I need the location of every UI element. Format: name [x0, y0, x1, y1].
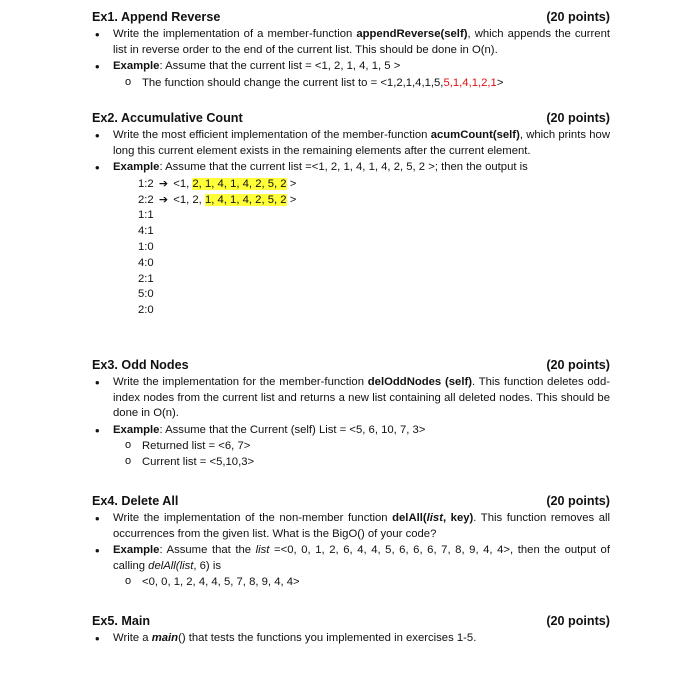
- exercise-5: [92, 613, 610, 648]
- exercise-1-title: Ex1. Append Reverse: [92, 10, 221, 24]
- exercise-5-title: Ex5. Main: [92, 614, 151, 628]
- exercise-4-header: [92, 493, 610, 510]
- exercise-2: [92, 110, 610, 319]
- exercise-4-task: • Write the implementation of the non-member function delAll(list, key). This function removes all occurrences from the given list. What is the BigO() of your code?: [95, 511, 610, 540]
- exercise-2-example: • Example: Assume that the current list =<1, 2, 1, 4, 1, 4, 2, 5, 2 >; then the output is: [95, 160, 528, 176]
- exercise-3: [92, 357, 610, 471]
- output-row: 4:0: [138, 256, 154, 269]
- exercise-4-points: (20 points): [546, 494, 610, 508]
- output-row: 1:1: [138, 209, 154, 222]
- exercise-2-title: Ex2. Accumulative Count: [92, 111, 243, 125]
- exercise-2-header: [92, 110, 610, 127]
- exercise-1-points: (20 points): [546, 10, 610, 24]
- output-row: 5:0: [138, 288, 154, 301]
- exercise-4-title: Ex4. Delete All: [92, 494, 179, 508]
- exercise-4-example: • Example: Assume that the list =<0, 0, 1, 2, 6, 4, 4, 5, 6, 6, 6, 7, 8, 9, 4, 4>, then the output of calling delAll(list, 6) is: [95, 543, 610, 572]
- exercise-3-header: [92, 357, 610, 374]
- exercise-5-task: • Write a main() that tests the functions you implemented in exercises 1-5.: [95, 631, 477, 646]
- exercise-3-title: Ex3. Odd Nodes: [92, 358, 189, 372]
- exercise-2-task: • Write the most efficient implementation of the member-function acumCount(self), which prints how long this current element exists in the remaining elements after the current element.: [95, 128, 610, 157]
- exercise-4-output: o <0, 0, 1, 2, 4, 4, 5, 7, 8, 9, 4, 4>: [125, 575, 300, 589]
- output-row: 2:0: [138, 304, 154, 317]
- output-row: 2:2 ➔ <1, 2, 1, 4, 1, 4, 2, 5, 2 >: [138, 193, 297, 206]
- exercise-3-points: (20 points): [546, 358, 610, 372]
- arrow-icon: ➔: [158, 177, 169, 190]
- exercise-1-task: • Write the implementation of a member-function appendReverse(self), which appends the current list in reverse order to the end of the current list. This should be done in O(n).: [95, 27, 610, 56]
- exercise-1: [92, 9, 610, 91]
- exercise-5-points: (20 points): [546, 614, 610, 628]
- exercise-3-current: o Current list = <5,10,3>: [125, 454, 255, 468]
- output-row: 1:0: [138, 240, 154, 253]
- exercise-4: [92, 493, 610, 591]
- exercise-2-points: (20 points): [546, 111, 610, 125]
- exercise-5-header: [92, 613, 610, 630]
- exercise-2-output-table: [138, 177, 610, 319]
- exercise-1-header: [92, 9, 610, 26]
- exercise-3-returned: o Returned list = <6, 7>: [125, 439, 251, 453]
- exercise-1-expected: o The function should change the current list to = <1,2,1,4,1,5,5,1,4,1,2,1>: [125, 75, 504, 89]
- exercise-1-example: • Example: Assume that the current list = <1, 2, 1, 4, 1, 5 >: [95, 59, 401, 75]
- output-row: 2:1: [138, 272, 154, 285]
- arrow-icon: ➔: [158, 193, 169, 206]
- exercise-3-example: • Example: Assume that the Current (self) List = <5, 6, 10, 7, 3>: [95, 422, 426, 438]
- exercise-3-task: • Write the implementation for the member-function delOddNodes (self). This function deletes odd-index nodes from the current list and returns a new list containing all deleted nodes. This should be done in O(n).: [95, 375, 610, 420]
- output-row: 4:1: [138, 225, 154, 238]
- output-row: 1:2 ➔ <1, 2, 1, 4, 1, 4, 2, 5, 2 >: [138, 177, 297, 190]
